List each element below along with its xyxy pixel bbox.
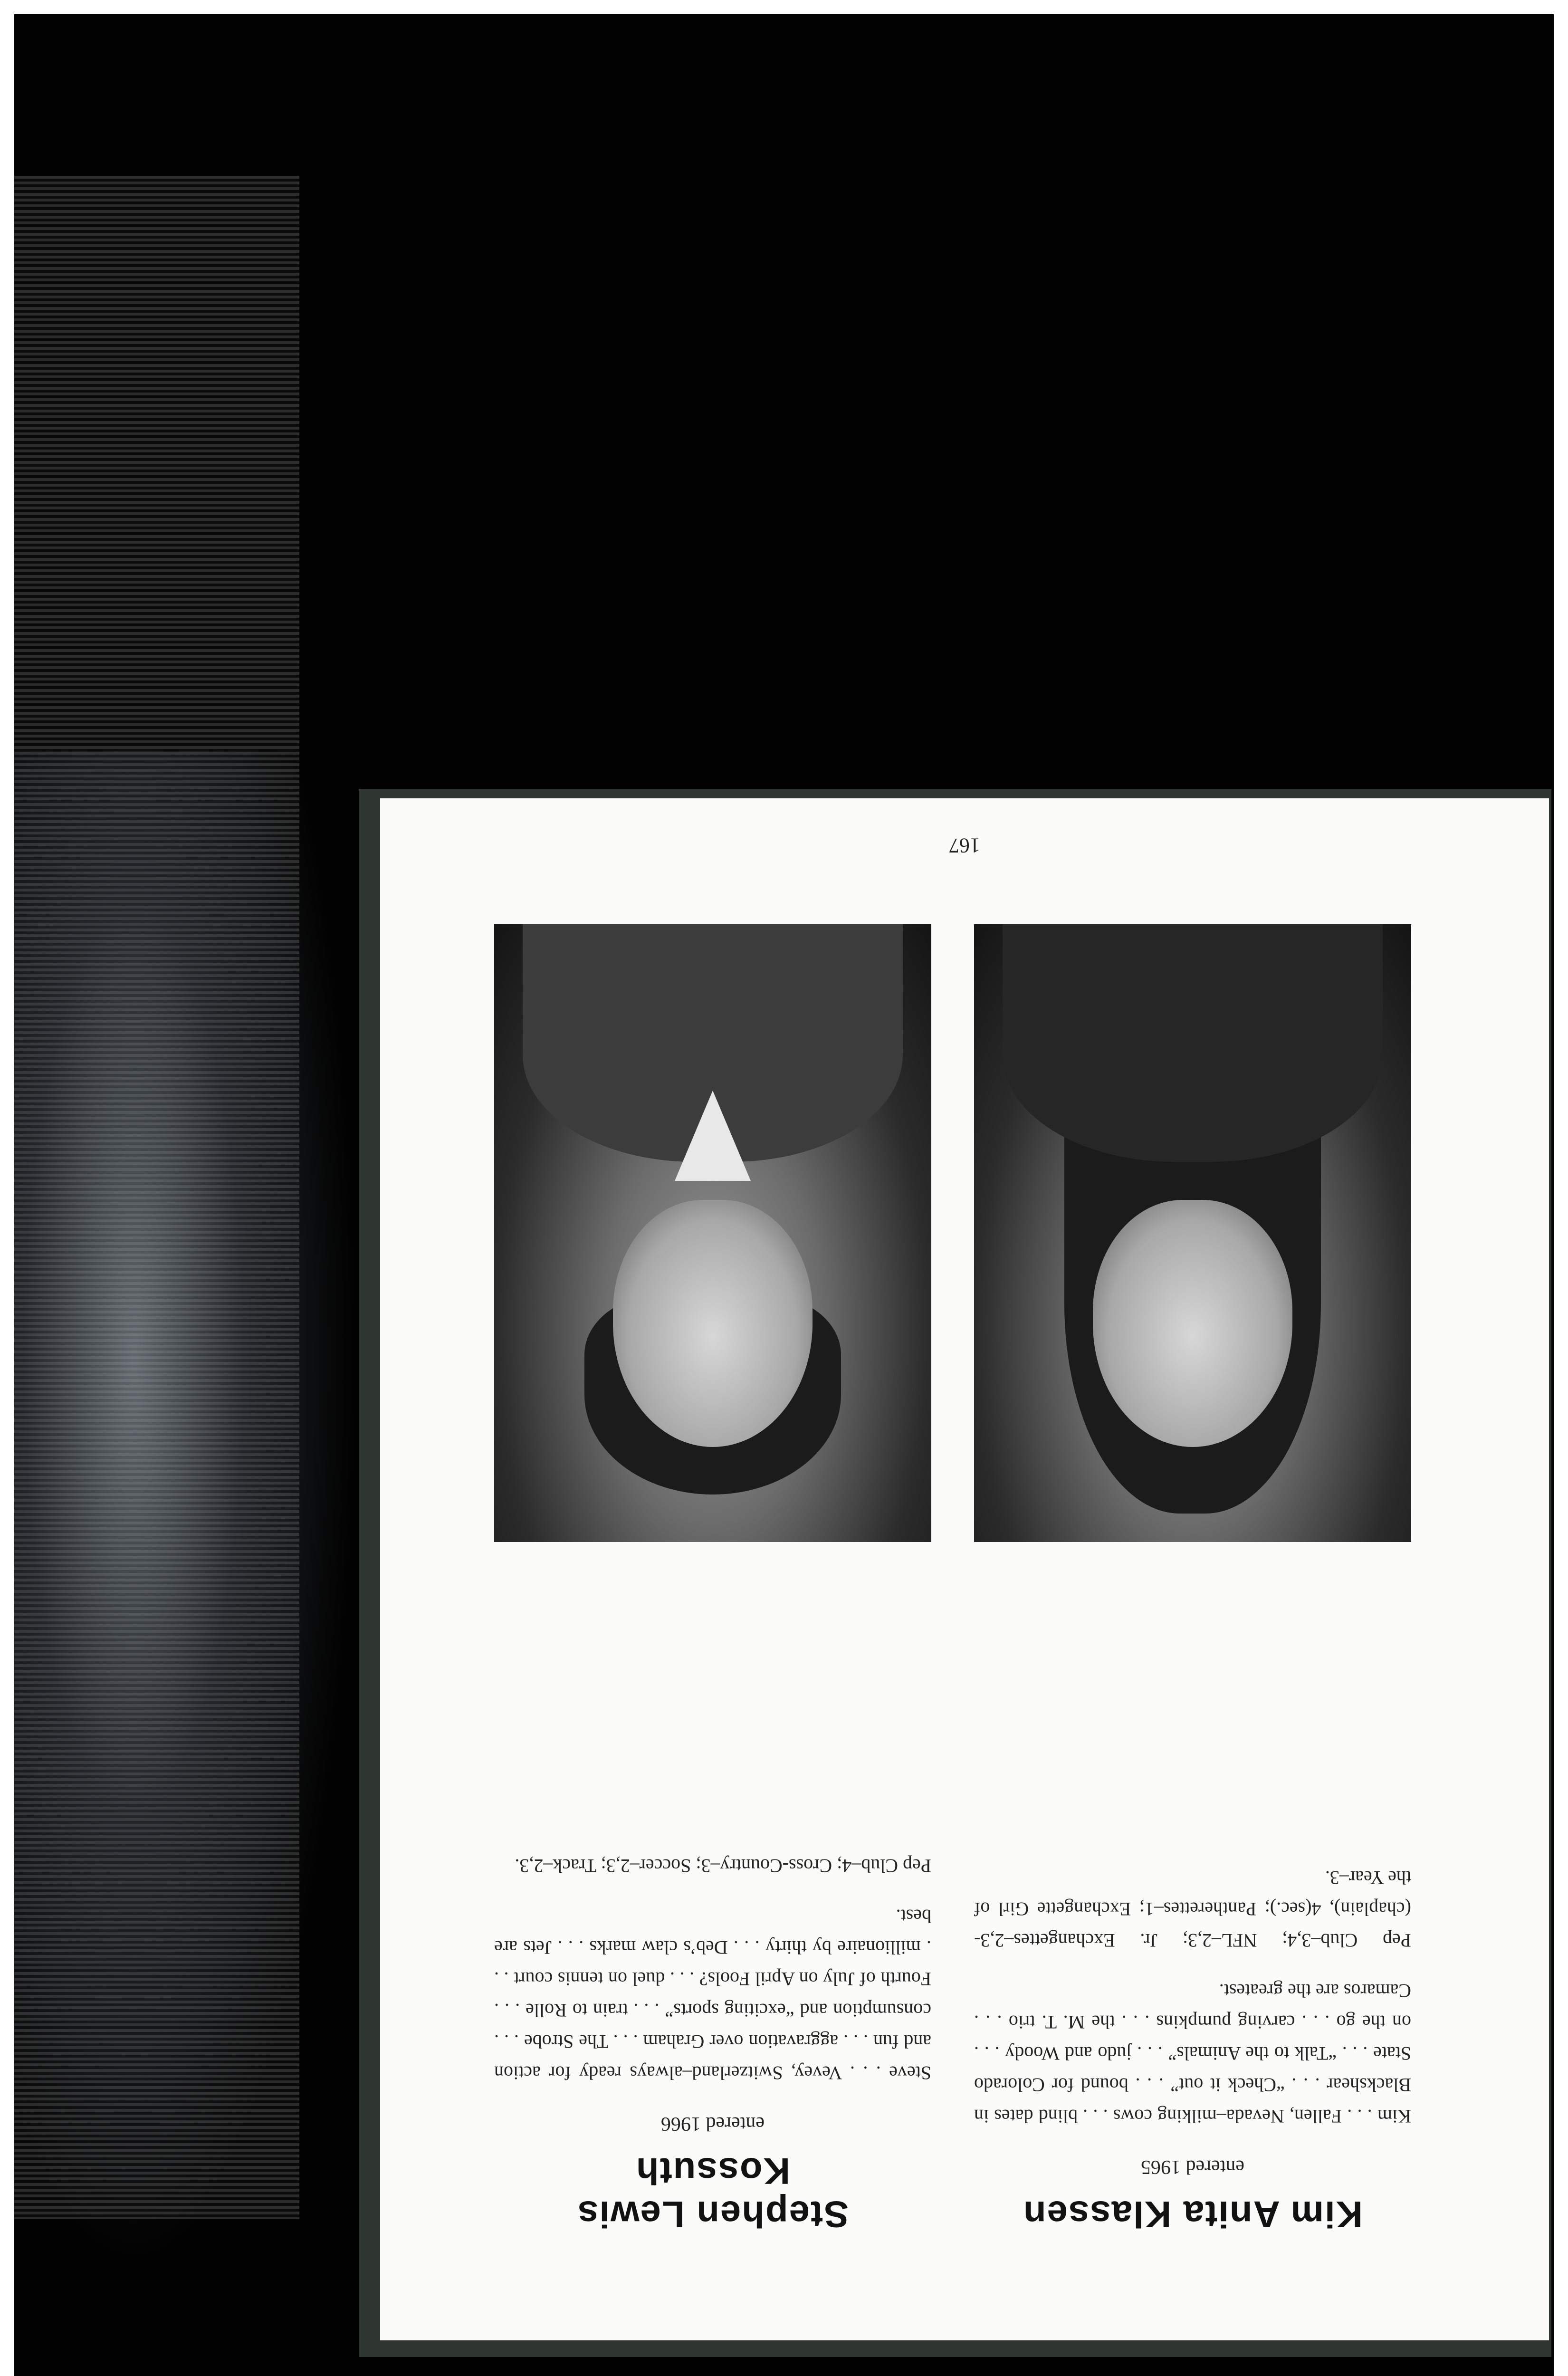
student-activities: Pep Club–3,4; NFL–2,3; Jr. Exchangettes–2,3-(chaplain), 4(sec.); Pantherettes–1; Exchangette Girl of the Year–3.	[974, 1867, 1411, 1951]
entered-year: entered 1966	[660, 2113, 765, 2135]
portrait-face	[613, 1200, 813, 1447]
student-entry-stephen	[494, 1850, 931, 2236]
student-name: Stephen Lewis Kossuth	[576, 2150, 849, 2235]
page-content-rotated	[380, 798, 1549, 2340]
portrait-face	[1093, 1200, 1292, 1447]
student-bio: Kim . . . Fallen, Nevada–milking cows . . . blind dates in Blackshear . . . “Check it out” . . . bound for Colorado State . . . “Talk to the Animals” . . . judo and Woody . . . on the go . . . carving pumpkins . . . the M. T. trio . . . Camaros are the greatest.	[974, 1980, 1411, 2127]
scan-light-artifact	[14, 751, 356, 2271]
page-number: 167	[949, 834, 980, 857]
portrait-torso	[1003, 924, 1383, 1162]
portrait-photo-kim	[974, 924, 1411, 1542]
yearbook-page	[380, 798, 1549, 2340]
student-bio: Steve . . . Vevey, Switzerland–always ready for action and fun . . . aggravation over Graham . . . The Strobe . . . consumption and “exciting sports” . . . train to Rolle . . . Fourth of July on April Fools? . . . duel on tennis court . . . millionaire by thirty . . . Deb’s claw marks . . . Jets are best.	[494, 1906, 931, 2084]
entered-year: entered 1965	[1140, 2156, 1245, 2178]
student-name: Kim Anita Klassen	[1023, 2194, 1363, 2235]
portrait-photo-stephen	[494, 924, 931, 1542]
student-entry-kim	[974, 1862, 1411, 2236]
student-activities: Pep Club–4; Cross-Country–3; Soccer–2,3; Track–2,3.	[515, 1855, 931, 1877]
